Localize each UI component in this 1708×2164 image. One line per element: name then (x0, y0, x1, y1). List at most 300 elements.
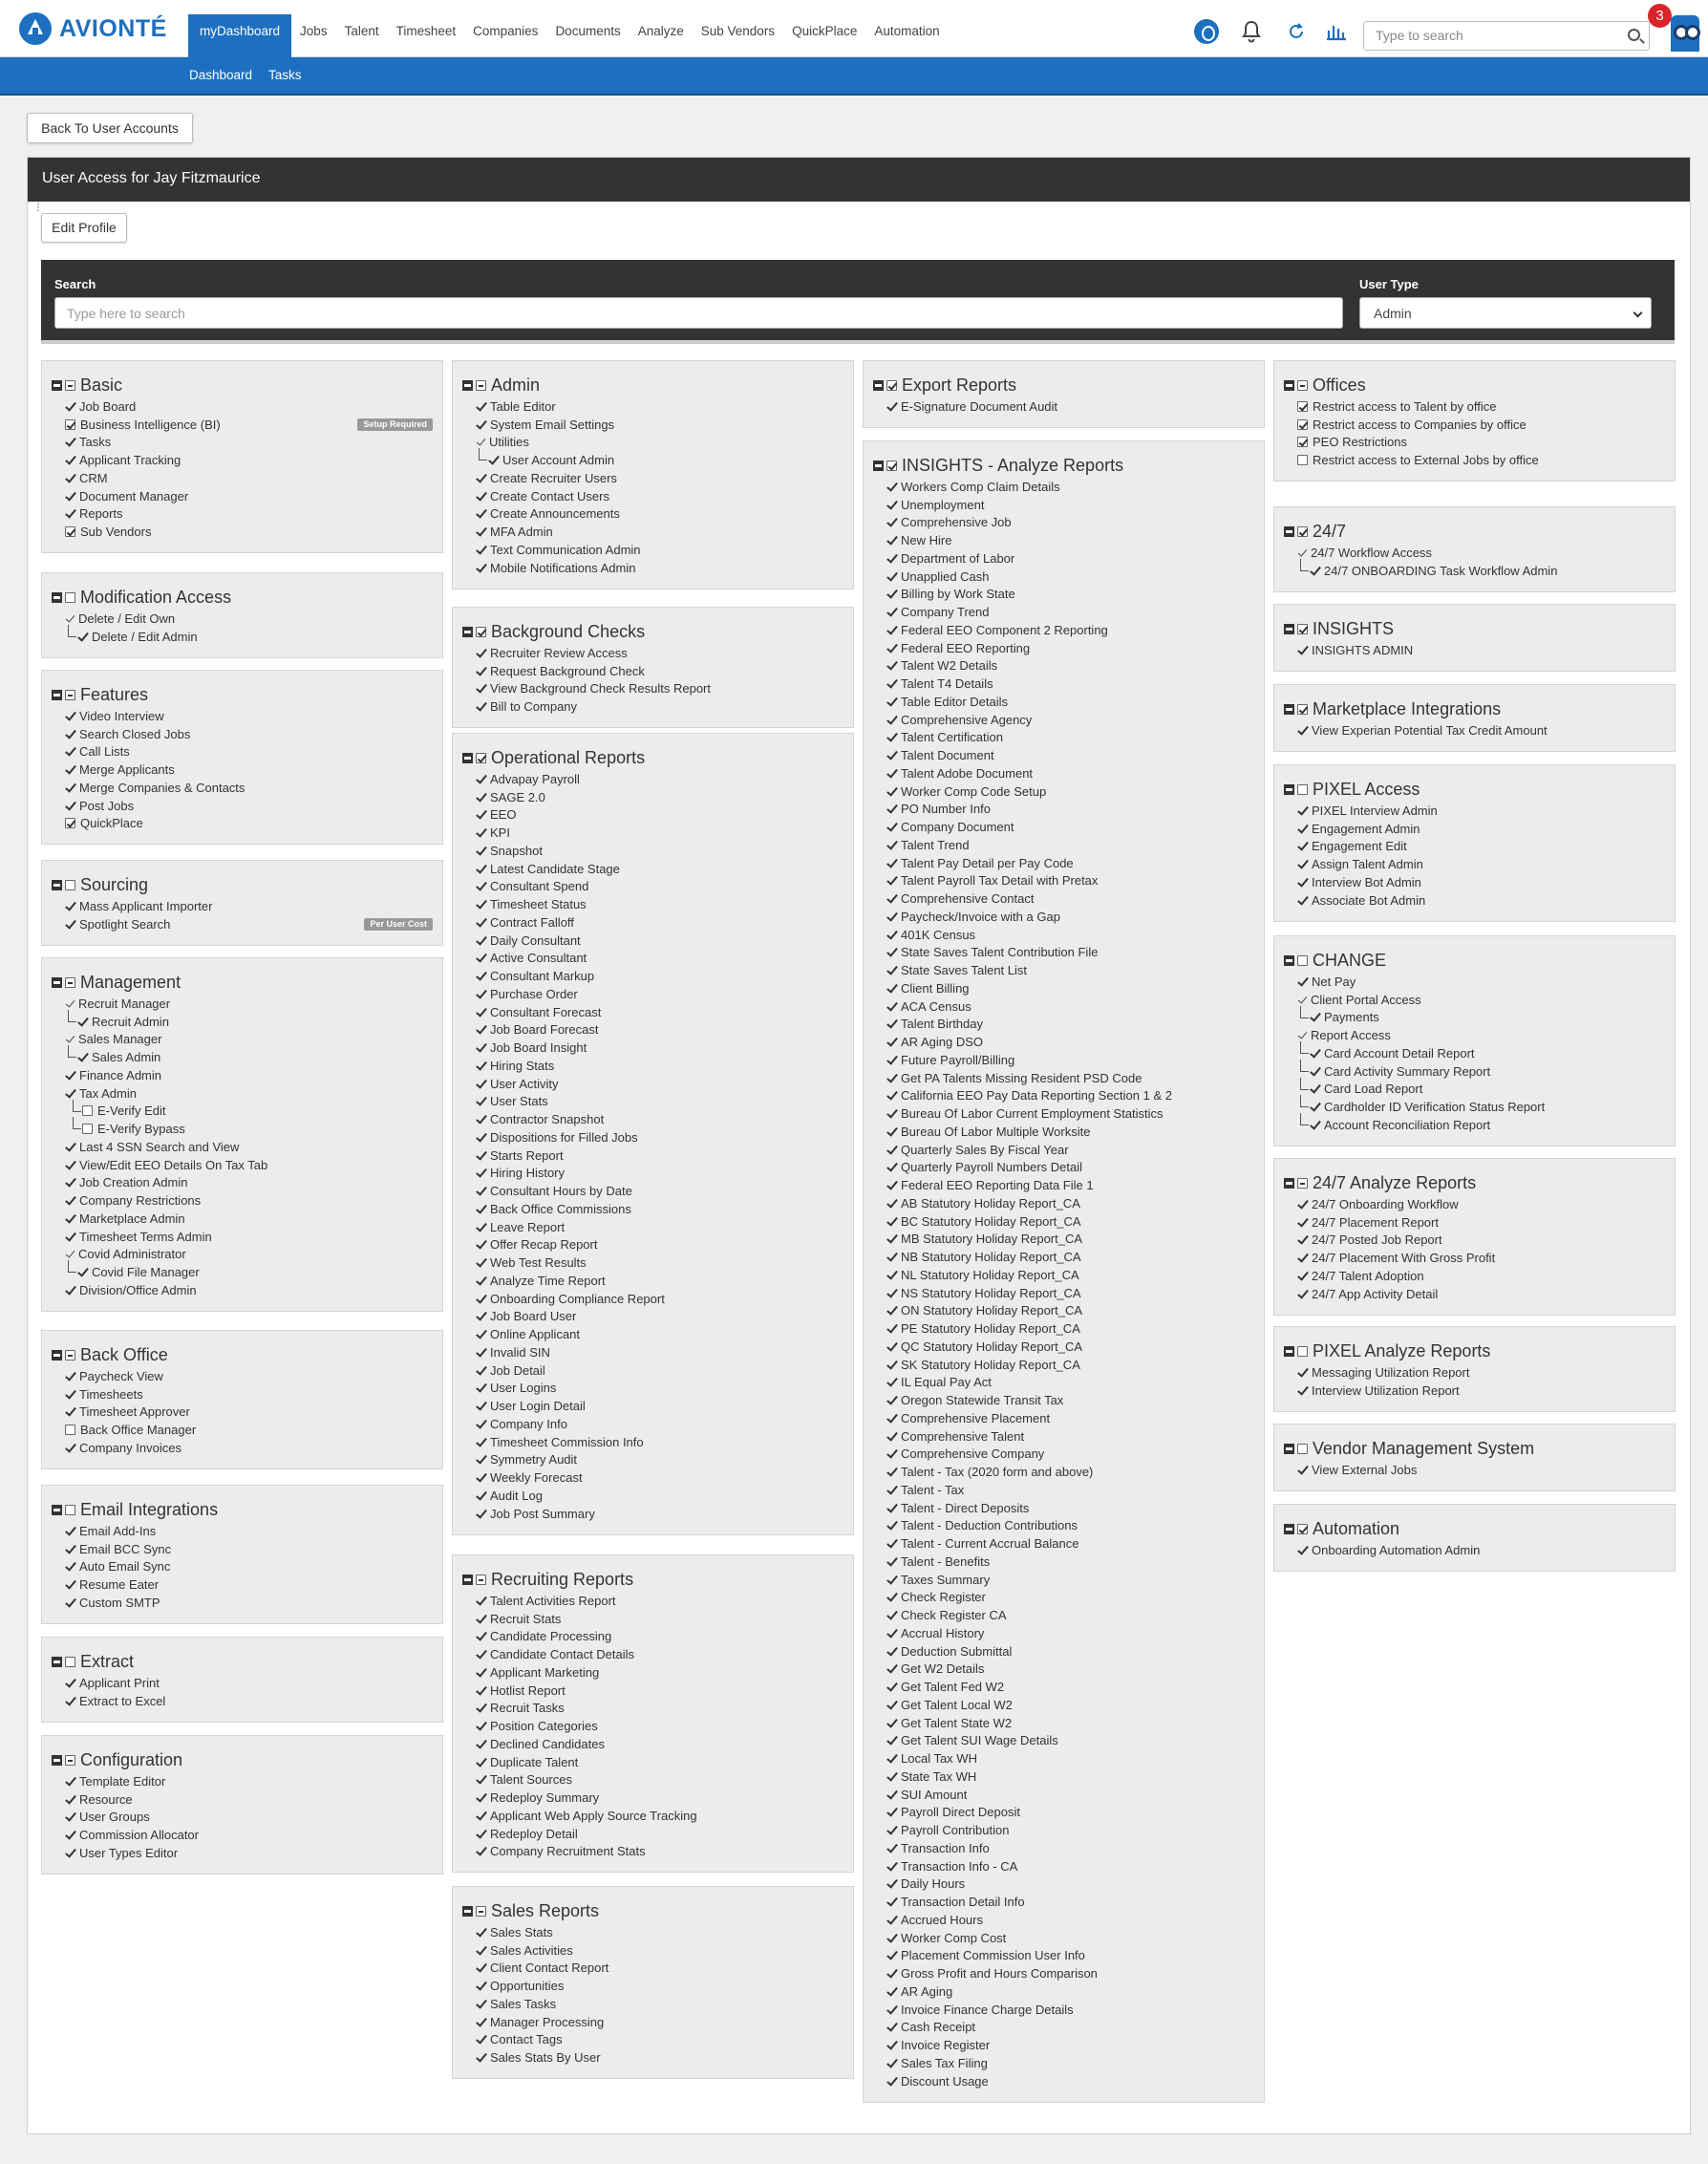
collapse-icon[interactable] (462, 380, 473, 391)
permission-item[interactable] (462, 523, 843, 541)
permission-item[interactable] (462, 1128, 843, 1146)
permission-item[interactable] (873, 1517, 1254, 1535)
permission-item[interactable] (1284, 855, 1665, 873)
permission-item[interactable] (462, 1182, 843, 1200)
permission-item[interactable] (462, 1308, 843, 1326)
permission-item[interactable] (52, 1228, 433, 1246)
permission-item[interactable] (873, 693, 1254, 711)
permission-checkbox[interactable] (1297, 455, 1308, 465)
collapse-icon[interactable] (462, 1575, 473, 1585)
permission-checkbox[interactable] (1297, 401, 1308, 412)
permission-item[interactable] (873, 1982, 1254, 2001)
permission-item[interactable] (462, 842, 843, 860)
permission-item[interactable] (52, 1367, 433, 1385)
collapse-icon[interactable] (1284, 380, 1294, 391)
expand-check-icon[interactable] (1297, 547, 1307, 558)
permission-item[interactable] (52, 1558, 433, 1576)
permission-item[interactable] (873, 1069, 1254, 1087)
section-checkbox[interactable] (65, 1505, 75, 1515)
permission-item[interactable] (462, 1290, 843, 1308)
permission-item[interactable] (462, 1977, 843, 1995)
permission-item[interactable] (1284, 1541, 1665, 1559)
permission-item[interactable] (52, 1575, 433, 1594)
permission-item[interactable] (462, 1039, 843, 1057)
permission-item[interactable] (873, 1624, 1254, 1642)
permission-item[interactable] (462, 860, 843, 878)
collapse-icon[interactable] (52, 1755, 62, 1766)
permission-item[interactable] (462, 1825, 843, 1843)
permission-item[interactable] (52, 1191, 433, 1210)
section-checkbox[interactable] (1297, 1444, 1308, 1454)
permission-item[interactable] (873, 2001, 1254, 2019)
permission-item[interactable] (462, 1380, 843, 1398)
collapse-icon[interactable] (462, 753, 473, 763)
permission-item[interactable] (873, 1463, 1254, 1481)
permission-item[interactable] (52, 1522, 433, 1540)
permission-item[interactable] (462, 932, 843, 950)
permission-item[interactable] (873, 1319, 1254, 1338)
permission-item[interactable] (462, 1735, 843, 1753)
permission-item[interactable] (52, 1103, 433, 1121)
permission-item[interactable] (873, 1947, 1254, 1965)
permission-item[interactable] (1284, 1195, 1665, 1213)
section-checkbox[interactable] (1297, 1346, 1308, 1357)
permission-item[interactable] (52, 1844, 433, 1862)
permission-item[interactable] (52, 1246, 433, 1264)
section-checkbox[interactable] (65, 1657, 75, 1667)
permission-item[interactable] (462, 1218, 843, 1236)
permission-item[interactable] (52, 1674, 433, 1692)
section-checkbox[interactable] (65, 380, 75, 391)
permission-item[interactable] (52, 1540, 433, 1558)
permission-item[interactable] (462, 1415, 843, 1433)
permission-item[interactable] (52, 434, 433, 452)
permission-item[interactable] (462, 1146, 843, 1165)
permission-item[interactable] (873, 603, 1254, 621)
permission-item[interactable] (52, 523, 433, 541)
permission-item[interactable] (52, 779, 433, 797)
section-checkbox[interactable] (1297, 1524, 1308, 1534)
permission-item[interactable] (462, 662, 843, 680)
permission-item[interactable] (52, 707, 433, 725)
permission-item[interactable] (52, 915, 433, 933)
permission-item[interactable] (873, 1714, 1254, 1732)
permission-item[interactable] (52, 797, 433, 815)
permission-item[interactable] (462, 1700, 843, 1718)
permission-item[interactable] (52, 1421, 433, 1439)
permission-item[interactable] (52, 1385, 433, 1403)
collapse-icon[interactable] (1284, 704, 1294, 715)
permission-item[interactable] (873, 1176, 1254, 1194)
permission-item[interactable] (52, 1084, 433, 1103)
refresh-icon[interactable] (1284, 19, 1309, 44)
permission-item[interactable] (1284, 1232, 1665, 1250)
permission-item[interactable] (52, 1439, 433, 1457)
permission-item[interactable] (52, 1013, 433, 1031)
permission-item[interactable] (873, 1338, 1254, 1356)
permission-item[interactable] (462, 1433, 843, 1451)
collapse-icon[interactable] (873, 380, 884, 391)
permission-item[interactable] (1284, 434, 1665, 452)
section-checkbox[interactable] (1297, 526, 1308, 537)
section-checkbox[interactable] (1297, 624, 1308, 634)
permission-item[interactable] (873, 1821, 1254, 1839)
permission-item[interactable] (873, 854, 1254, 872)
permission-item[interactable] (873, 496, 1254, 514)
permission-item[interactable] (462, 434, 843, 452)
permission-item[interactable] (873, 1051, 1254, 1069)
section-checkbox[interactable] (1297, 955, 1308, 966)
permission-item[interactable] (462, 1645, 843, 1663)
notification-badge[interactable]: 3 (1648, 4, 1672, 28)
permission-item[interactable] (462, 895, 843, 913)
permission-checkbox[interactable] (65, 526, 75, 537)
permission-item[interactable] (873, 1087, 1254, 1105)
permission-item[interactable] (1284, 973, 1665, 991)
permission-item[interactable] (52, 1031, 433, 1049)
permission-item[interactable] (462, 1021, 843, 1039)
permission-item[interactable] (873, 1231, 1254, 1249)
permission-item[interactable] (462, 1093, 843, 1111)
expand-check-icon[interactable] (476, 437, 485, 447)
permission-item[interactable] (462, 1843, 843, 1861)
permission-item[interactable] (873, 639, 1254, 657)
collapse-icon[interactable] (52, 690, 62, 700)
permission-item[interactable] (873, 1534, 1254, 1553)
permission-item[interactable] (462, 878, 843, 896)
permission-item[interactable] (873, 1678, 1254, 1696)
permission-item[interactable] (1284, 721, 1665, 739)
permission-item[interactable] (1284, 1098, 1665, 1116)
permission-item[interactable] (873, 531, 1254, 549)
permission-item[interactable] (462, 397, 843, 416)
permission-item[interactable] (873, 1016, 1254, 1034)
permission-item[interactable] (462, 1717, 843, 1735)
collapse-icon[interactable] (1284, 784, 1294, 795)
permission-item[interactable] (462, 680, 843, 698)
permission-item[interactable] (1284, 1062, 1665, 1081)
permission-item[interactable] (52, 1790, 433, 1809)
permission-item[interactable] (462, 2013, 843, 2031)
bi-icon[interactable] (1194, 19, 1219, 44)
permission-item[interactable] (873, 1696, 1254, 1714)
permission-item[interactable] (873, 1642, 1254, 1660)
permission-item[interactable] (1284, 544, 1665, 562)
permission-item[interactable] (873, 2036, 1254, 2054)
permission-item[interactable] (873, 1875, 1254, 1894)
permission-search-input[interactable]: Type here to search (54, 297, 1343, 329)
collapse-icon[interactable] (1284, 1444, 1294, 1454)
permission-item[interactable] (52, 416, 433, 434)
nav-talent[interactable]: Talent (344, 24, 379, 38)
permission-item[interactable] (462, 1960, 843, 1978)
permission-item[interactable] (462, 1165, 843, 1183)
expand-check-icon[interactable] (65, 998, 75, 1009)
permission-item[interactable] (873, 889, 1254, 908)
collapse-icon[interactable] (52, 880, 62, 890)
subnav-dashboard[interactable]: Dashboard (189, 68, 253, 82)
permission-item[interactable] (462, 1361, 843, 1380)
permission-item[interactable] (52, 469, 433, 487)
nav-jobs[interactable]: Jobs (300, 24, 328, 38)
permission-item[interactable] (462, 1110, 843, 1128)
permission-item[interactable] (873, 1911, 1254, 1929)
permission-item[interactable] (873, 1356, 1254, 1374)
permission-item[interactable] (1284, 641, 1665, 659)
collapse-toggle-icon[interactable]: ⋮ (33, 203, 43, 213)
permission-item[interactable] (873, 711, 1254, 729)
collapse-icon[interactable] (52, 977, 62, 988)
permission-item[interactable] (462, 1753, 843, 1771)
collapse-icon[interactable] (1284, 1178, 1294, 1189)
permission-item[interactable] (873, 961, 1254, 979)
permission-item[interactable] (873, 1857, 1254, 1875)
permission-item[interactable] (873, 1929, 1254, 1947)
permission-item[interactable] (52, 1772, 433, 1790)
permission-item[interactable] (52, 1281, 433, 1299)
permission-item[interactable] (462, 770, 843, 788)
permission-item[interactable] (1284, 562, 1665, 580)
permission-item[interactable] (462, 788, 843, 806)
permission-item[interactable] (873, 908, 1254, 926)
permission-item[interactable] (873, 1446, 1254, 1464)
permission-checkbox[interactable] (65, 1425, 75, 1435)
section-checkbox[interactable] (65, 1755, 75, 1766)
permission-item[interactable] (1284, 1026, 1665, 1044)
permission-item[interactable] (462, 1003, 843, 1021)
permission-item[interactable] (462, 1995, 843, 2013)
permission-item[interactable] (462, 505, 843, 524)
section-checkbox[interactable] (886, 461, 897, 471)
permission-item[interactable] (1284, 1363, 1665, 1382)
permission-item[interactable] (52, 725, 433, 743)
permission-item[interactable] (873, 944, 1254, 962)
permission-item[interactable] (52, 505, 433, 524)
permission-item[interactable] (873, 1212, 1254, 1231)
permission-item[interactable] (873, 2072, 1254, 2090)
permission-item[interactable] (462, 806, 843, 825)
permission-item[interactable] (1284, 873, 1665, 891)
permission-item[interactable] (462, 913, 843, 932)
collapse-icon[interactable] (462, 627, 473, 637)
permission-item[interactable] (873, 1194, 1254, 1212)
permission-item[interactable] (873, 621, 1254, 639)
permission-item[interactable] (52, 995, 433, 1013)
permission-item[interactable] (1284, 1081, 1665, 1099)
permission-item[interactable] (873, 586, 1254, 604)
user-type-select[interactable]: Admin (1359, 297, 1652, 329)
permission-item[interactable] (462, 1628, 843, 1646)
permission-item[interactable] (873, 1104, 1254, 1123)
permission-item[interactable] (462, 950, 843, 968)
nav-companies[interactable]: Companies (473, 24, 539, 38)
permission-item[interactable] (873, 801, 1254, 819)
permission-item[interactable] (873, 1248, 1254, 1266)
permission-item[interactable] (462, 1236, 843, 1254)
subnav-tasks[interactable]: Tasks (268, 68, 302, 82)
permission-item[interactable] (873, 514, 1254, 532)
permission-item[interactable] (873, 836, 1254, 854)
avatar[interactable] (1671, 15, 1699, 52)
permission-item[interactable] (873, 657, 1254, 675)
permission-item[interactable] (462, 1505, 843, 1523)
section-checkbox[interactable] (65, 977, 75, 988)
collapse-icon[interactable] (1284, 1346, 1294, 1357)
permission-item[interactable] (1284, 1009, 1665, 1027)
permission-item[interactable] (462, 416, 843, 434)
permission-item[interactable] (52, 1138, 433, 1156)
permission-item[interactable] (873, 1660, 1254, 1679)
expand-check-icon[interactable] (1297, 1030, 1307, 1040)
section-checkbox[interactable] (476, 380, 486, 391)
permission-checkbox[interactable] (1297, 437, 1308, 447)
permission-item[interactable] (462, 1789, 843, 1807)
permission-item[interactable] (1284, 891, 1665, 910)
nav-sub-vendors[interactable]: Sub Vendors (700, 24, 776, 38)
permission-item[interactable] (1284, 1116, 1665, 1134)
permission-item[interactable] (462, 1487, 843, 1505)
collapse-icon[interactable] (52, 1657, 62, 1667)
permission-item[interactable] (52, 610, 433, 628)
permission-item[interactable] (873, 1409, 1254, 1427)
permission-item[interactable] (873, 1427, 1254, 1446)
permission-item[interactable] (462, 1468, 843, 1487)
section-checkbox[interactable] (1297, 1178, 1308, 1189)
permission-item[interactable] (52, 1692, 433, 1710)
section-checkbox[interactable] (1297, 380, 1308, 391)
collapse-icon[interactable] (1284, 1524, 1294, 1534)
permission-item[interactable] (873, 1732, 1254, 1750)
permission-item[interactable] (1284, 416, 1665, 434)
section-checkbox[interactable] (65, 690, 75, 700)
permission-item[interactable] (873, 872, 1254, 890)
permission-item[interactable] (462, 451, 843, 469)
permission-item[interactable] (462, 541, 843, 559)
permission-item[interactable] (873, 2054, 1254, 2072)
nav-quickplace[interactable]: QuickPlace (792, 24, 858, 38)
permission-item[interactable] (873, 1159, 1254, 1177)
permission-item[interactable] (462, 1923, 843, 1941)
collapse-icon[interactable] (1284, 955, 1294, 966)
collapse-icon[interactable] (52, 1350, 62, 1361)
permission-item[interactable] (873, 729, 1254, 747)
permission-item[interactable] (873, 1804, 1254, 1822)
permission-item[interactable] (52, 1174, 433, 1192)
permission-item[interactable] (873, 1749, 1254, 1768)
permission-item[interactable] (1284, 1267, 1665, 1285)
section-checkbox[interactable] (1297, 704, 1308, 715)
permission-item[interactable] (873, 746, 1254, 764)
collapse-icon[interactable] (52, 1505, 62, 1515)
permission-item[interactable] (462, 1057, 843, 1075)
permission-checkbox[interactable] (82, 1124, 93, 1134)
permission-item[interactable] (462, 967, 843, 985)
bell-icon[interactable] (1239, 19, 1264, 44)
nav-timesheet[interactable]: Timesheet (395, 24, 457, 38)
permission-checkbox[interactable] (82, 1105, 93, 1116)
permission-item[interactable] (462, 824, 843, 842)
permission-item[interactable] (52, 397, 433, 416)
permission-item[interactable] (873, 979, 1254, 997)
permission-item[interactable] (52, 897, 433, 915)
permission-item[interactable] (873, 1033, 1254, 1051)
permission-item[interactable] (873, 1391, 1254, 1409)
permission-item[interactable] (462, 487, 843, 505)
permission-item[interactable] (52, 1403, 433, 1422)
permission-item[interactable] (873, 1786, 1254, 1804)
permission-item[interactable] (52, 487, 433, 505)
permission-checkbox[interactable] (1297, 419, 1308, 430)
expand-check-icon[interactable] (65, 1034, 75, 1044)
permission-item[interactable] (1284, 820, 1665, 838)
permission-item[interactable] (873, 549, 1254, 568)
permission-item[interactable] (1284, 397, 1665, 416)
permission-item[interactable] (1284, 991, 1665, 1009)
permission-item[interactable] (462, 1451, 843, 1469)
collapse-icon[interactable] (1284, 526, 1294, 537)
nav-mydashboard[interactable]: myDashboard (188, 14, 291, 57)
permission-item[interactable] (873, 1553, 1254, 1571)
permission-item[interactable] (1284, 1285, 1665, 1303)
permission-item[interactable] (462, 559, 843, 577)
permission-item[interactable] (462, 1253, 843, 1272)
permission-item[interactable] (873, 1266, 1254, 1284)
permission-item[interactable] (873, 997, 1254, 1016)
section-checkbox[interactable] (1297, 784, 1308, 795)
nav-automation[interactable]: Automation (874, 24, 940, 38)
permission-item[interactable] (873, 1481, 1254, 1499)
section-checkbox[interactable] (476, 1906, 486, 1917)
section-checkbox[interactable] (65, 592, 75, 603)
permission-item[interactable] (52, 743, 433, 761)
permission-item[interactable] (52, 1120, 433, 1138)
permission-item[interactable] (1284, 1044, 1665, 1062)
permission-item[interactable] (873, 1964, 1254, 1982)
permission-item[interactable] (462, 1343, 843, 1361)
collapse-icon[interactable] (52, 380, 62, 391)
permission-item[interactable] (1284, 1249, 1665, 1267)
permission-item[interactable] (462, 1200, 843, 1218)
expand-check-icon[interactable] (1297, 995, 1307, 1005)
permission-item[interactable] (462, 1663, 843, 1682)
permission-checkbox[interactable] (65, 818, 75, 828)
nav-documents[interactable]: Documents (555, 24, 621, 38)
permission-item[interactable] (52, 815, 433, 833)
back-to-user-accounts-button[interactable]: Back To User Accounts (27, 113, 193, 143)
permission-item[interactable] (462, 1592, 843, 1610)
permission-item[interactable] (873, 926, 1254, 944)
permission-item[interactable] (462, 1941, 843, 1960)
permission-item[interactable] (873, 1374, 1254, 1392)
permission-item[interactable] (873, 2019, 1254, 2037)
permission-item[interactable] (52, 1594, 433, 1612)
collapse-icon[interactable] (462, 1906, 473, 1917)
permission-item[interactable] (1284, 802, 1665, 820)
permission-item[interactable] (873, 1893, 1254, 1911)
permission-item[interactable] (462, 469, 843, 487)
permission-item[interactable] (873, 782, 1254, 801)
permission-item[interactable] (462, 2031, 843, 2049)
permission-item[interactable] (873, 397, 1254, 416)
permission-item[interactable] (462, 644, 843, 662)
permission-item[interactable] (462, 1397, 843, 1415)
permission-item[interactable] (462, 697, 843, 716)
section-checkbox[interactable] (476, 753, 486, 763)
permission-item[interactable] (52, 451, 433, 469)
permission-item[interactable] (873, 1839, 1254, 1857)
section-checkbox[interactable] (65, 880, 75, 890)
permission-item[interactable] (462, 1682, 843, 1700)
